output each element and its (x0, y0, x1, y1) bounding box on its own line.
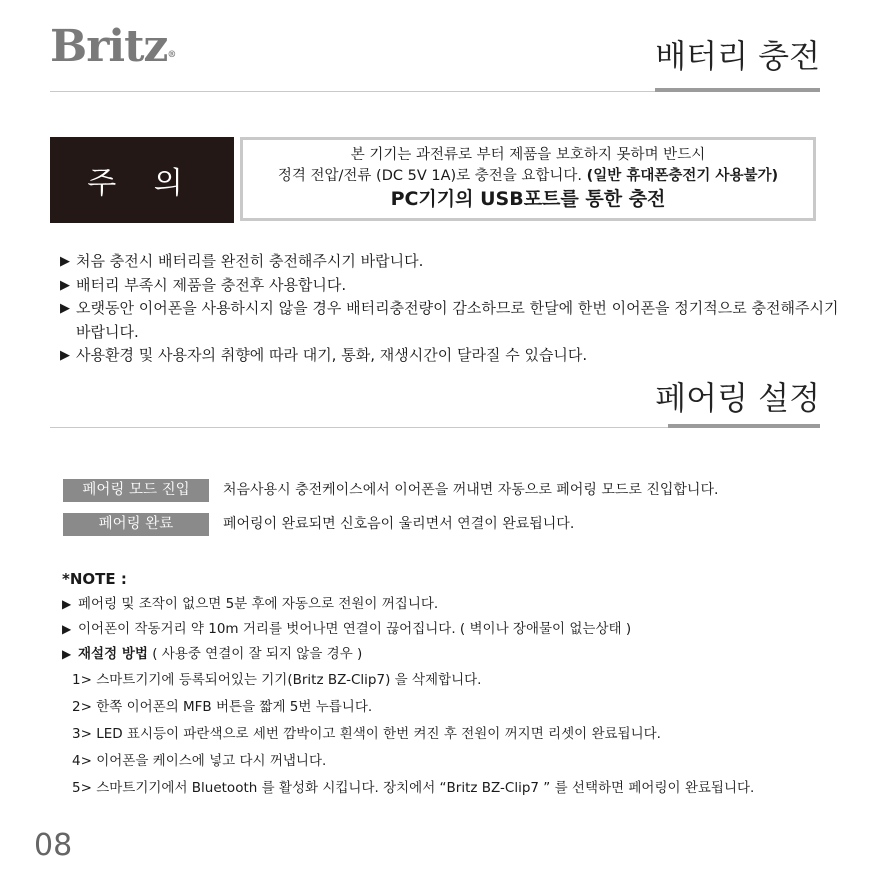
reset-step: 4> 이어폰을 케이스에 넣고 다시 꺼냅니다. (72, 753, 327, 769)
title-underline (655, 88, 820, 92)
list-item: ▶ 배터리 부족시 제품을 충전후 사용합니다. (60, 274, 840, 298)
tag-pairing-mode: 페어링 모드 진입 (63, 479, 209, 502)
tag-pairing-complete-desc: 페어링이 완료되면 신호음이 울리면서 연결이 완료됩니다. (223, 516, 575, 532)
britz-logo: Britz® (50, 21, 176, 72)
list-item: ▶ 이어폰이 작동거리 약 10m 거리를 벗어나면 연결이 끊어집니다. ( 벽이나 장애물이 없는상태 ) (62, 617, 852, 642)
reset-step: 5> 스마트기기에서 Bluetooth 를 활성화 시킵니다. 장치에서 “Britz BZ-Clip7 ” 를 선택하면 페어링이 완료됩니다. (72, 780, 755, 796)
section-title-pairing: 페어링 설정 (655, 379, 820, 417)
tag-pairing-mode-desc: 처음사용시 충전케이스에서 이어폰을 꺼내면 자동으로 페어링 모드로 진입합니다. (223, 482, 719, 498)
warning-line-1: 본 기기는 과전류로 부터 제품을 보호하지 못하며 반드시 (350, 147, 706, 163)
reset-heading: ▶ 재설정 방법 ( 사용중 연결이 잘 되지 않을 경우 ) (62, 642, 852, 667)
note-section (62, 567, 852, 802)
battery-notes-list (60, 250, 840, 368)
note-heading: *NOTE : (62, 570, 127, 588)
list-item: ▶ 페어링 및 조작이 없으면 5분 후에 자동으로 전원이 꺼집니다. (62, 592, 852, 617)
warning-box (240, 137, 816, 221)
tag-pairing-complete: 페어링 완료 (63, 513, 209, 536)
section-title-battery: 배터리 충전 (655, 37, 820, 75)
page-number: 08 (34, 828, 73, 863)
list-item: ▶ 사용환경 및 사용자의 취향에 따라 대기, 통화, 재생시간이 달라질 수 있습니다. (60, 344, 840, 368)
warning-line-3: PC기기의 USB포트를 통한 충전 (390, 188, 666, 210)
reset-step: 2> 한쪽 이어폰의 MFB 버튼을 짧게 5번 누릅니다. (72, 699, 373, 715)
list-item: ▶ 오랫동안 이어폰을 사용하시지 않을 경우 배터리충전량이 감소하므로 한달에 한번 이어폰을 정기적으로 충전해주시기 바랍니다. (60, 297, 840, 344)
warning-line-2: 정격 전압/전류 (DC 5V 1A)로 충전을 요합니다. (일반 휴대폰충전기 사용불가) (277, 168, 779, 184)
reset-step: 3> LED 표시등이 파란색으로 세번 깜박이고 흰색이 한번 켜진 후 전원이 꺼지면 리셋이 완료됩니다. (72, 726, 661, 742)
reset-step: 1> 스마트기기에 등록되어있는 기기(Britz BZ-Clip7) 을 삭제합니다. (72, 672, 482, 688)
list-item: ▶ 처음 충전시 배터리를 완전히 충전해주시기 바랍니다. (60, 250, 840, 274)
title-underline (668, 424, 820, 428)
caution-label: 주 의 (50, 137, 234, 223)
